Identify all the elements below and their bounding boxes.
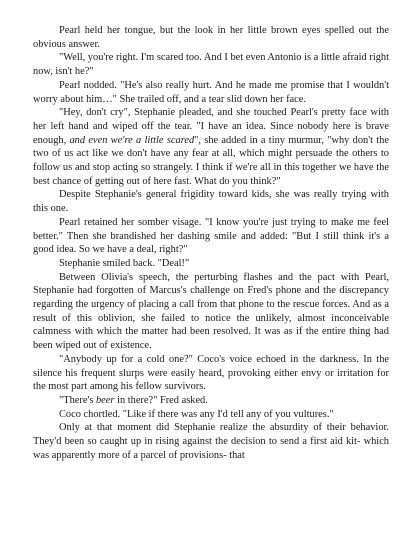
paragraph xyxy=(33,216,389,257)
text-run: Stephanie smiled back. "Deal!" xyxy=(59,257,190,269)
paragraph xyxy=(33,408,389,422)
paragraph xyxy=(33,79,389,106)
paragraph xyxy=(33,24,389,51)
text-run: "Hey, don't cry", Stephanie pleaded, and she touched Pearl's pretty face with her left hand and wiped off the tear. "I have an idea. Since nobody here is brave enough, xyxy=(33,107,389,146)
italic-text: and even we're a little scared xyxy=(69,134,195,146)
paragraph xyxy=(33,257,389,271)
text-run: Despite Stephanie's general frigidity toward kids, she was really trying with this one. xyxy=(33,189,389,215)
text-run: Between Olivia's speech, the perturbing flashes and the pact with Pearl, Stephanie had forgotten of Marcus's challenge on Fred's phone and the discrepancy regarding the urgency of placing a call from that phone to the rescue forces. And as a result of this oblivion, she failed to notice the unlikely, almost inconceivable calmness with which the matter had been resolved. It was as if the entire thing had been wiped out of existence. xyxy=(33,271,389,352)
paragraph xyxy=(33,353,389,394)
text-run: Pearl nodded. "He's also really hurt. And he made me promise that I wouldn't worry about him…" She trailed off, and a tear slid down her face. xyxy=(33,79,389,105)
paragraph xyxy=(33,421,389,462)
text-run: Pearl retained her somber visage. "I know you're just trying to make me feel better." Then she brandished her dashing smile and added: "But I still think it's a good idea. So we have a deal, right?" xyxy=(33,216,389,256)
paragraph xyxy=(33,271,389,353)
text-run: Pearl held her tongue, but the look in her little brown eyes spelled out the obvious answer. xyxy=(33,25,389,50)
paragraph xyxy=(33,106,389,188)
text-run: Only at that moment did Stephanie realize the absurdity of their behavior. They'd been so caught up in rising against the decision to send a first aid kit- which was apparently more of a parcel of provisions- that xyxy=(33,422,389,461)
italic-text: beer xyxy=(95,394,115,406)
text-run: "Anybody up for a cold one?" Coco's voice echoed in the darkness. In the silence his frequent slurps were easily heard, provoking either envy or irritation for the most part among his fellow survivors. xyxy=(33,353,389,393)
text-run: Coco chortled. "Like if there was any I'd tell any of you vultures." xyxy=(59,408,334,420)
paragraph xyxy=(33,394,389,408)
text-run: in there?" Fred asked. xyxy=(114,394,208,406)
paragraph xyxy=(33,51,389,78)
text-run: ", she added in a tiny murmur, "why don't the two of us act like we don't have any fear at all, which might persuade the others to follow us and stop acting so strangely. I think if we're all in this together we have the best chance of getting out of here fast. What do you think?" xyxy=(33,134,389,187)
text-run: "Well, you're right. I'm scared too. And I bet even Antonio is a little afraid right now, isn't he?" xyxy=(33,52,389,78)
paragraph xyxy=(33,188,389,215)
text-run: "There's xyxy=(59,394,96,406)
